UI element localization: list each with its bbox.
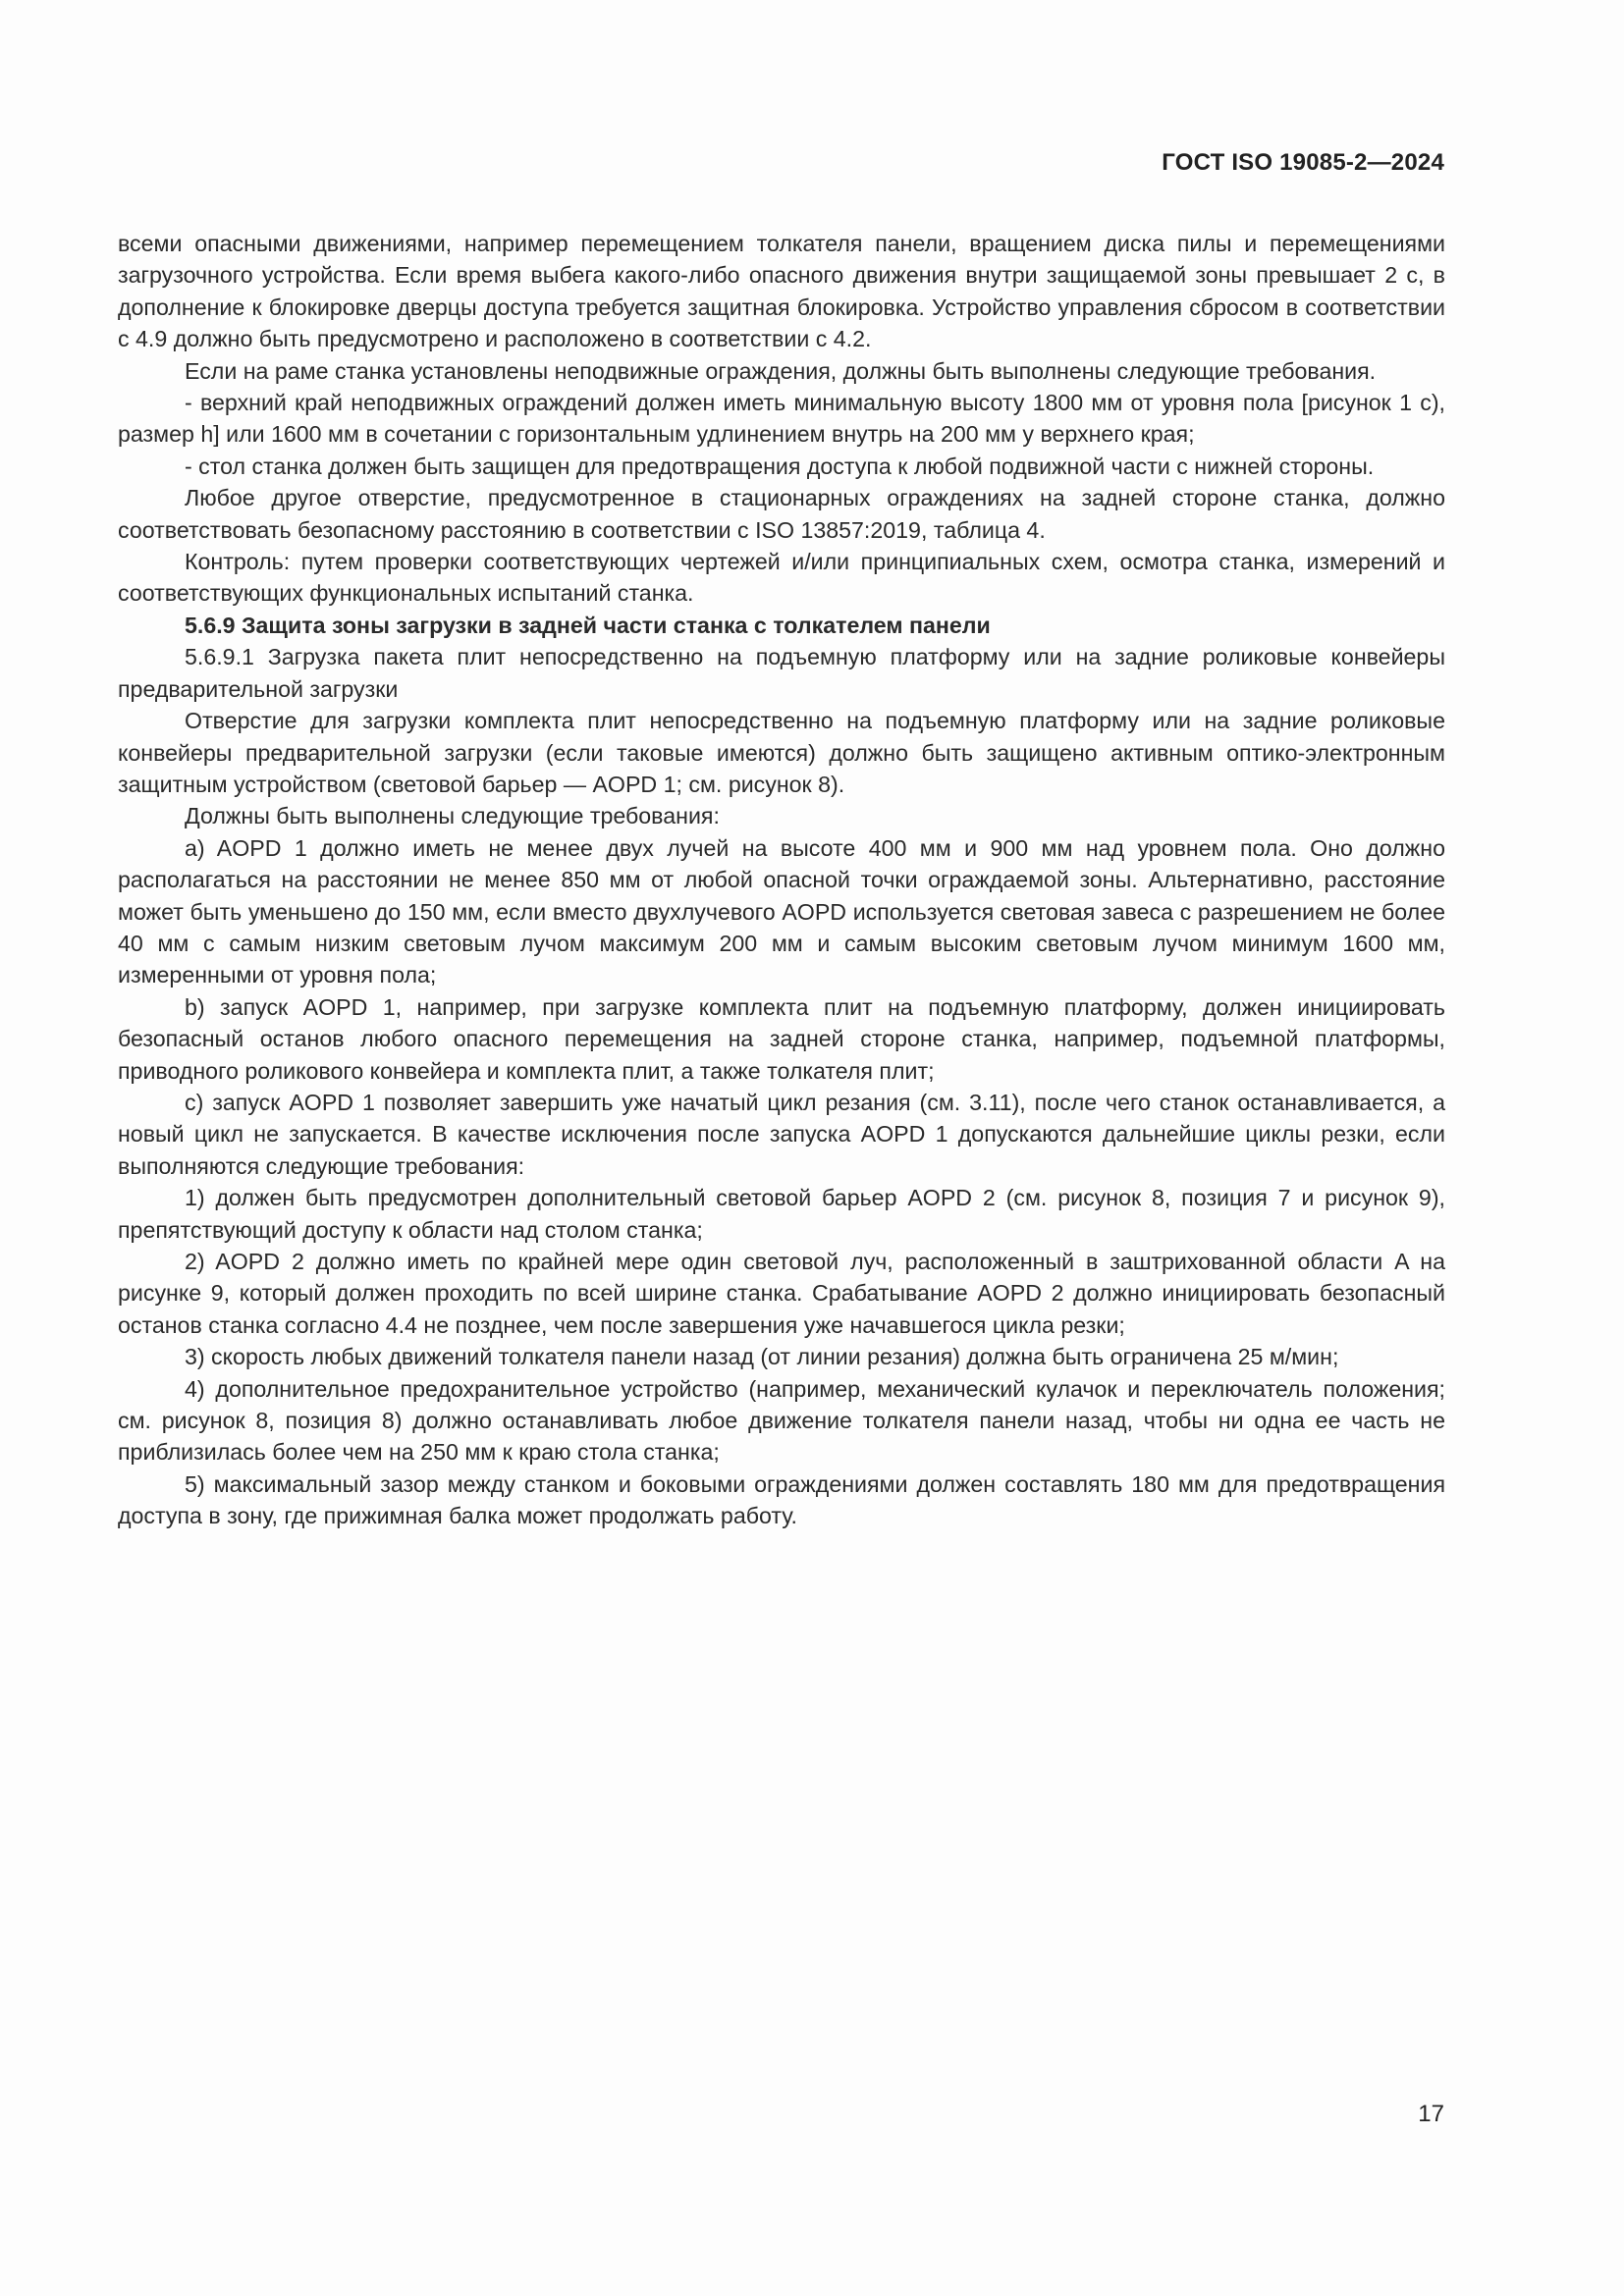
paragraph: 5.6.9.1 Загрузка пакета плит непосредственно на подъемную платформу или на задние роликовые конвейеры предварительной загрузки	[118, 644, 1445, 702]
paragraph: всеми опасными движениями, например перемещением толкателя панели, вращением диска пилы и перемещениями загрузочного устройства. Если время выбега какого-либо опасного движения внутри защищаемой зоны превышает 2 с, в дополнение к блокировке дверцы доступа требуется защитная блокировка. Устройство управления сбросом в соответствии с 4.9 должно быть предусмотрено и расположено в соответствии с 4.2.	[118, 231, 1445, 352]
paragraph: Контроль: путем проверки соответствующих чертежей и/или принципиальных схем, осмотра станка, измерений и соответствующих функциональных испытаний станка.	[118, 549, 1445, 607]
body-text	[118, 228, 1445, 1532]
paragraph: 5) максимальный зазор между станком и боковыми ограждениями должен составлять 180 мм для предотвращения доступа в зону, где прижимная балка может продолжать работу.	[118, 1470, 1445, 1529]
paragraph: Если на раме станка установлены неподвижные ограждения, должны быть выполнены следующие требования.	[185, 357, 1377, 384]
paragraph: 4) дополнительное предохранительное устройство (например, механический кулачок и переключатель положения; см. рисунок 8, позиция 8) должно останавливать любое движение толкателя панели назад, чтобы ни одна ее часть не приблизилась более чем на 250 мм к краю стола станка;	[118, 1375, 1445, 1466]
section-heading: 5.6.9 Защита зоны загрузки в задней части станка с толкателем панели	[185, 612, 991, 638]
paragraph: b) запуск AOPD 1, например, при загрузке комплекта плит на подъемную платформу, должен инициировать безопасный останов любого опасного перемещения на задней стороне станка, например, подъемной платформы, приводного роликового конвейера и комплекта плит, а также толкателя плит;	[118, 993, 1445, 1084]
paragraph: 3) скорость любых движений толкателя панели назад (от линии резания) должна быть ограничена 25 м/мин;	[185, 1344, 1339, 1370]
paragraph: c) запуск AOPD 1 позволяет завершить уже начатый цикл резания (см. 3.11), после чего станок останавливается, а новый цикл не запускается. В качестве исключения после запуска AOPD 1 допускаются дальнейшие циклы резки, если выполняются следующие требования:	[118, 1089, 1445, 1179]
paragraph: Отверстие для загрузки комплекта плит непосредственно на подъемную платформу или на задние роликовые конвейеры предварительной загрузки (если таковые имеются) должно быть защищено активным оптико-электронным защитным устройством (световой барьер — AOPD 1; см. рисунок 8).	[118, 708, 1445, 797]
paragraph: - верхний край неподвижных ограждений должен иметь минимальную высоту 1800 мм от уровня пола [рисунок 1 с), размер h] или 1600 мм в сочетании с горизонтальным удлинением внутрь на 200 мм у верхнего края;	[118, 390, 1445, 448]
page-number: 17	[1418, 2101, 1444, 2127]
paragraph: Любое другое отверстие, предусмотренное в стационарных ограждениях на задней стороне станка, должно соответствовать безопасному расстоянию в соответствии с ISO 13857:2019, таблица 4.	[118, 485, 1445, 543]
paragraph: 2) AOPD 2 должно иметь по крайней мере один световой луч, расположенный в заштрихованной области A на рисунке 9, который должен проходить по всей ширине станка. Срабатывание AOPD 2 должно инициировать безопасный останов станка согласно 4.4 не позднее, чем после завершения уже начавшегося цикла резки;	[118, 1249, 1445, 1338]
paragraph: - стол станка должен быть защищен для предотвращения доступа к любой подвижной части с нижней стороны.	[185, 453, 1375, 479]
paragraph: a) AOPD 1 должно иметь не менее двух лучей на высоте 400 мм и 900 мм над уровнем пола. Оно должно располагаться на расстоянии не менее 850 мм от любой опасной точки ограждаемой зоны. Альтернативно, расстояние может быть уменьшено до 150 мм, если вместо двухлучевого AOPD используется световая завеса с разрешением не более 40 мм с самым низким световым лучом максимум 200 мм и самым высоким световым лучом минимум 1600 мм, измеренными от уровня пола;	[118, 834, 1445, 988]
paragraph: Должны быть выполнены следующие требования:	[185, 803, 720, 829]
document-id-header: ГОСТ ISO 19085-2—2024	[1162, 149, 1444, 176]
paragraph: 1) должен быть предусмотрен дополнительный световой барьер AOPD 2 (см. рисунок 8, позиция 7 и рисунок 9), препятствующий доступу к области над столом станка;	[118, 1185, 1445, 1243]
